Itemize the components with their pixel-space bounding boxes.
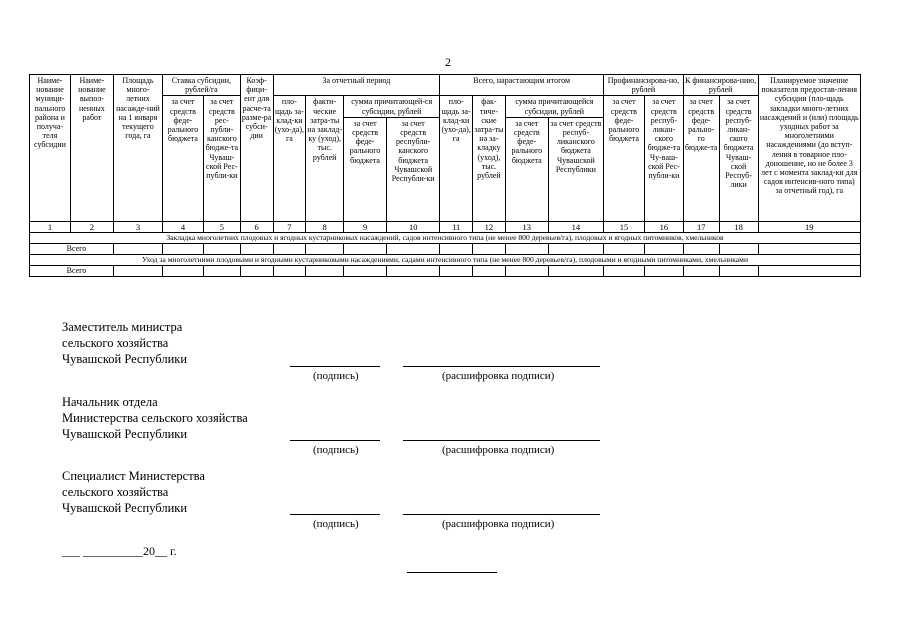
signature-caption: (подпись) <box>313 444 359 456</box>
header-municipality: Наиме-нование муници-пального района и получа-теля субсидии <box>30 75 71 222</box>
section-care: Уход за многолетними плодовыми и ягодными кустарниковыми насаждениями, садами интенсивного типа (не менее 800 деревьев/га), плодовыми и ягодными питомниками, хмельниками <box>30 254 861 265</box>
header-total-costs: фак-тиче-ские затра-ты на за-кладку (уход), тыс. рублей <box>473 96 506 221</box>
signature-decode-caption: (расшифровка подписи) <box>442 370 555 382</box>
signature-line <box>290 440 380 441</box>
header-period-sum-federal: за счет средств феде-рального бюджета <box>344 117 387 221</box>
col-number: 13 <box>505 221 548 232</box>
column-numbers-row <box>30 221 861 232</box>
signature-decode-caption: (расшифровка подписи) <box>442 444 555 456</box>
header-period-area: пло-щадь за-клад-ки (ухо-да), га <box>273 96 306 221</box>
page-number: 2 <box>445 55 451 69</box>
signature-decode-caption: (расшифровка подписи) <box>442 518 555 530</box>
col-number: 11 <box>440 221 473 232</box>
signature-caption: (подпись) <box>313 518 359 530</box>
col-number: 7 <box>273 221 306 232</box>
signature-decode-line <box>403 514 600 515</box>
signature-decode-line <box>403 366 600 367</box>
header-rate-federal: за счет средств феде-рального бюджета <box>163 96 204 221</box>
col-number: 10 <box>387 221 440 232</box>
signature-line <box>290 366 380 367</box>
total-label: Всего <box>30 265 114 276</box>
header-period-sum: сумма причитающей-ся субсидии, рублей <box>344 96 440 117</box>
header-work-name: Наиме-нование выпол-ненных работ <box>70 75 113 222</box>
col-number: 17 <box>683 221 719 232</box>
col-number: 14 <box>548 221 603 232</box>
col-number: 18 <box>719 221 758 232</box>
header-financed: Профинансирова-но, рублей <box>604 75 684 96</box>
date-line: ___ __________20__ г. <box>62 544 177 558</box>
signature-title-specialist: Специалист Министерства сельского хозяйства Чувашской Республики <box>62 469 205 515</box>
col-number: 9 <box>344 221 387 232</box>
header-total-sum-republic: за счет средств респуб-ликанского бюджета Чувашской Республики <box>548 117 603 221</box>
header-rate: Ставка субсидии, рублей/га <box>163 75 241 96</box>
col-number: 16 <box>644 221 683 232</box>
subsidy-table <box>29 74 861 277</box>
header-total: Всего, нарастающим итогом <box>440 75 604 96</box>
footer-divider <box>407 572 497 573</box>
header-total-sum-federal: за счет средств феде-рального бюджета <box>505 117 548 221</box>
header-rate-republic: за счет средств рес-публи-канского бюдже-та Чуваш-ской Рес-публи-ки <box>203 96 240 221</box>
signature-title-head-of-department: Начальник отдела Министерства сельского хозяйства Чувашской Республики <box>62 395 248 441</box>
col-number: 5 <box>203 221 240 232</box>
col-number: 6 <box>240 221 273 232</box>
signature-decode-line <box>403 440 600 441</box>
header-total-sum: сумма причитающейся субсидии, рублей <box>505 96 603 117</box>
header-to-finance-republic: за счет средств респуб-ликан-ского бюджета Чуваш-ской Респуб-лики <box>719 96 758 221</box>
header-coefficient: Коэф-фици-ент для расче-та разме-ра субси-дии <box>240 75 273 222</box>
col-number: 19 <box>758 221 860 232</box>
section-planting: Закладка многолетних плодовых и ягодных кустарниковых насаждений, садов интенсивного типа (не менее 800 деревьев/га), плодовых и ягодных питомников, хмельников <box>30 232 861 243</box>
signature-line <box>290 514 380 515</box>
header-period-costs: факти-ческие затра-ты на заклад-ку (уход), тыс. рублей <box>306 96 344 221</box>
header-financed-federal: за счет средств феде-рального бюджета <box>604 96 645 221</box>
header-period-sum-republic: за счет средств республи-канского бюджета Чувашской Республи-ки <box>387 117 440 221</box>
header-planned-value: Планируемое значение показателя предостав-ления субсидии (пло-щадь закладки много-летних насаждений и (или) площадь уходных работ за многолетними насаждениями (до вступ-ления в товарное пло-доношение, но не более 3 лет с момента заклад-ки для садов интенсив-ного типа) за отчетный год), га <box>758 75 860 222</box>
header-period: За отчетный период <box>273 75 440 96</box>
total-label: Всего <box>30 243 114 254</box>
col-number: 4 <box>163 221 204 232</box>
header-area-start: Площадь много-летних насажде-ний на 1 января текущего года, га <box>113 75 162 222</box>
col-number: 2 <box>70 221 113 232</box>
col-number: 8 <box>306 221 344 232</box>
total-row-care <box>30 265 861 276</box>
signature-title-deputy-minister: Заместитель министра сельского хозяйства Чувашской Республики <box>62 320 188 366</box>
total-row-planting <box>30 243 861 254</box>
header-financed-republic: за счет средств респуб-ликан-ского бюдже-та Чу-ваш-ской Рес-публи-ки <box>644 96 683 221</box>
header-to-finance: К финансирова-нию, рублей <box>685 76 757 95</box>
col-number: 12 <box>473 221 506 232</box>
header-total-area: пло-щадь за-клад-ки (ухо-да), га <box>440 96 473 221</box>
signature-caption: (подпись) <box>313 370 359 382</box>
col-number: 3 <box>113 221 162 232</box>
col-number: 15 <box>604 221 645 232</box>
header-to-finance-federal: за счет средств феде-рально-го бюдже-та <box>683 96 719 221</box>
col-number: 1 <box>30 221 71 232</box>
